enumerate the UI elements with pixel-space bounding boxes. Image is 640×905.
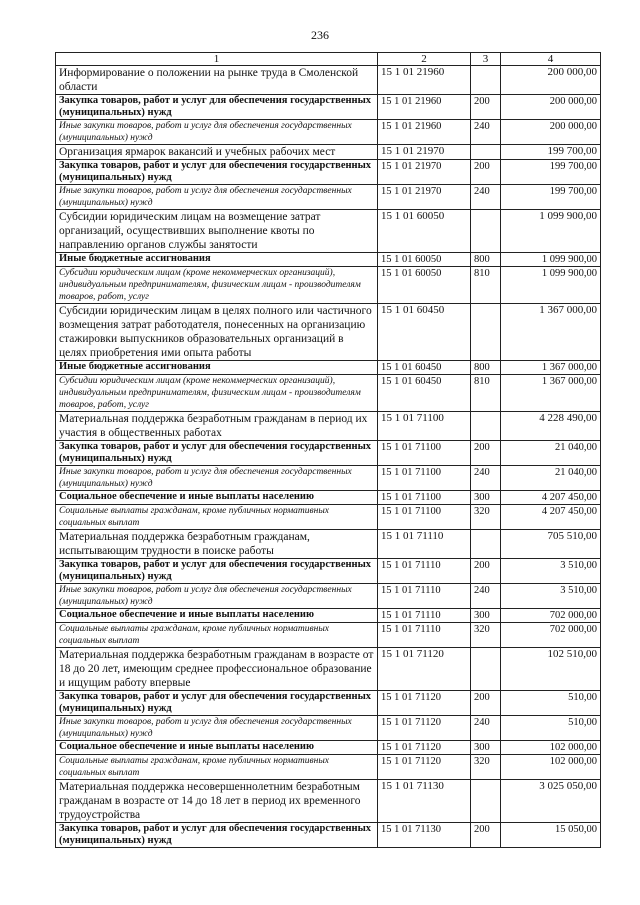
table-row (56, 145, 601, 160)
table-row (56, 253, 601, 267)
table-row (56, 210, 601, 253)
row-expense-type: 800 (471, 253, 501, 267)
table-row (56, 491, 601, 505)
table-header-row (56, 53, 601, 66)
row-target-code: 15 1 01 60450 (378, 361, 471, 375)
row-expense-type: 320 (471, 755, 501, 780)
table-row (56, 584, 601, 609)
row-expense-type: 200 (471, 559, 501, 584)
row-target-code: 15 1 01 71110 (378, 609, 471, 623)
row-amount: 1 099 900,00 (501, 210, 601, 253)
row-amount: 3 510,00 (501, 584, 601, 609)
row-expense-type (471, 304, 501, 361)
row-amount: 1 099 900,00 (501, 253, 601, 267)
row-expense-type: 240 (471, 466, 501, 491)
row-target-code: 15 1 01 21970 (378, 145, 471, 160)
row-name: Социальное обеспечение и иные выплаты населению (56, 741, 378, 755)
row-amount: 3 025 050,00 (501, 780, 601, 823)
row-amount: 4 207 450,00 (501, 491, 601, 505)
table-row (56, 66, 601, 95)
table-row (56, 95, 601, 120)
header-col-2: 2 (378, 53, 471, 66)
row-target-code: 15 1 01 60050 (378, 267, 471, 304)
row-target-code: 15 1 01 71100 (378, 412, 471, 441)
page-number: 236 (311, 28, 329, 42)
row-name: Иные закупки товаров, работ и услуг для обеспечения государственных (муниципальных) нужд (56, 185, 378, 210)
row-amount: 510,00 (501, 691, 601, 716)
table-row (56, 609, 601, 623)
row-target-code: 15 1 01 71120 (378, 691, 471, 716)
row-target-code: 15 1 01 71110 (378, 584, 471, 609)
row-target-code: 15 1 01 71120 (378, 755, 471, 780)
table-row (56, 160, 601, 185)
table-row (56, 375, 601, 412)
table-row (56, 741, 601, 755)
header-col-1: 1 (56, 53, 378, 66)
row-amount: 4 207 450,00 (501, 505, 601, 530)
row-target-code: 15 1 01 71120 (378, 716, 471, 741)
table-row (56, 120, 601, 145)
row-name: Субсидии юридическим лицам (кроме некоммерческих организаций), индивидуальным предпринимателям, физическим лицам - производителям товаров, работ, услуг (56, 375, 378, 412)
row-amount: 199 700,00 (501, 160, 601, 185)
row-expense-type: 240 (471, 716, 501, 741)
row-expense-type: 320 (471, 505, 501, 530)
row-name: Иные закупки товаров, работ и услуг для обеспечения государственных (муниципальных) нужд (56, 716, 378, 741)
row-expense-type (471, 648, 501, 691)
row-target-code: 15 1 01 71120 (378, 648, 471, 691)
row-expense-type: 200 (471, 691, 501, 716)
row-amount: 702 000,00 (501, 623, 601, 648)
row-expense-type: 200 (471, 95, 501, 120)
table-row (56, 823, 601, 848)
row-amount: 702 000,00 (501, 609, 601, 623)
row-target-code: 15 1 01 71130 (378, 823, 471, 848)
row-name: Иные закупки товаров, работ и услуг для обеспечения государственных (муниципальных) нужд (56, 584, 378, 609)
row-target-code: 15 1 01 21970 (378, 185, 471, 210)
row-amount: 199 700,00 (501, 145, 601, 160)
row-expense-type: 810 (471, 375, 501, 412)
budget-table (55, 52, 601, 848)
row-expense-type: 240 (471, 185, 501, 210)
table-row (56, 185, 601, 210)
table-row (56, 755, 601, 780)
row-expense-type (471, 780, 501, 823)
row-name: Социальное обеспечение и иные выплаты населению (56, 491, 378, 505)
row-target-code: 15 1 01 21960 (378, 95, 471, 120)
row-amount: 21 040,00 (501, 441, 601, 466)
table-row (56, 466, 601, 491)
row-expense-type: 200 (471, 441, 501, 466)
header-col-3: 3 (471, 53, 501, 66)
row-expense-type (471, 210, 501, 253)
table-row (56, 412, 601, 441)
row-amount: 102 000,00 (501, 755, 601, 780)
row-expense-type (471, 145, 501, 160)
row-name: Закупка товаров, работ и услуг для обеспечения государственных (муниципальных) нужд (56, 441, 378, 466)
row-name: Закупка товаров, работ и услуг для обеспечения государственных (муниципальных) нужд (56, 823, 378, 848)
row-expense-type: 240 (471, 120, 501, 145)
table-row (56, 691, 601, 716)
table-row (56, 530, 601, 559)
table-row (56, 716, 601, 741)
row-target-code: 15 1 01 60050 (378, 253, 471, 267)
row-amount: 102 510,00 (501, 648, 601, 691)
table-row (56, 304, 601, 361)
row-amount: 4 228 490,00 (501, 412, 601, 441)
row-target-code: 15 1 01 71120 (378, 741, 471, 755)
row-name: Материальная поддержка безработным гражданам в возрасте от 18 до 20 лет, имеющим среднее профессиональное образование и ищущим работу впервые (56, 648, 378, 691)
table-row (56, 559, 601, 584)
row-target-code: 15 1 01 21970 (378, 160, 471, 185)
row-expense-type: 200 (471, 823, 501, 848)
table-row (56, 361, 601, 375)
row-target-code: 15 1 01 71100 (378, 491, 471, 505)
row-amount: 200 000,00 (501, 120, 601, 145)
row-amount: 199 700,00 (501, 185, 601, 210)
row-expense-type (471, 66, 501, 95)
row-target-code: 15 1 01 21960 (378, 120, 471, 145)
row-name: Иные закупки товаров, работ и услуг для обеспечения государственных (муниципальных) нужд (56, 466, 378, 491)
row-expense-type (471, 412, 501, 441)
row-expense-type: 300 (471, 609, 501, 623)
row-expense-type: 240 (471, 584, 501, 609)
row-expense-type: 800 (471, 361, 501, 375)
row-expense-type: 300 (471, 741, 501, 755)
row-name: Социальное обеспечение и иные выплаты населению (56, 609, 378, 623)
row-target-code: 15 1 01 71130 (378, 780, 471, 823)
row-name: Закупка товаров, работ и услуг для обеспечения государственных (муниципальных) нужд (56, 691, 378, 716)
row-name: Закупка товаров, работ и услуг для обеспечения государственных (муниципальных) нужд (56, 95, 378, 120)
row-name: Материальная поддержка безработным гражданам, испытывающим трудности в поиске работы (56, 530, 378, 559)
row-name: Социальные выплаты гражданам, кроме публичных нормативных социальных выплат (56, 755, 378, 780)
row-target-code: 15 1 01 21960 (378, 66, 471, 95)
row-target-code: 15 1 01 71110 (378, 559, 471, 584)
table-row (56, 267, 601, 304)
row-amount: 705 510,00 (501, 530, 601, 559)
row-name: Организация ярмарок вакансий и учебных рабочих мест (56, 145, 378, 160)
row-amount: 510,00 (501, 716, 601, 741)
row-name: Субсидии юридическим лицам на возмещение затрат организаций, осуществивших выполнение квоты по направлению органов службы занятости (56, 210, 378, 253)
table-body (56, 66, 601, 848)
row-amount: 3 510,00 (501, 559, 601, 584)
row-amount: 21 040,00 (501, 466, 601, 491)
row-name: Социальные выплаты гражданам, кроме публичных нормативных социальных выплат (56, 505, 378, 530)
table-row (56, 441, 601, 466)
row-name: Закупка товаров, работ и услуг для обеспечения государственных (муниципальных) нужд (56, 559, 378, 584)
row-target-code: 15 1 01 71110 (378, 530, 471, 559)
row-amount: 102 000,00 (501, 741, 601, 755)
row-expense-type: 200 (471, 160, 501, 185)
row-name: Материальная поддержка несовершеннолетним безработным гражданам в возрасте от 14 до 18 лет в период их временного трудоустройства (56, 780, 378, 823)
row-expense-type: 320 (471, 623, 501, 648)
table-row (56, 623, 601, 648)
row-name: Субсидии юридическим лицам (кроме некоммерческих организаций), индивидуальным предпринимателям, физическим лицам - производителям товаров, работ, услуг (56, 267, 378, 304)
row-target-code: 15 1 01 71110 (378, 623, 471, 648)
row-expense-type: 300 (471, 491, 501, 505)
row-name: Закупка товаров, работ и услуг для обеспечения государственных (муниципальных) нужд (56, 160, 378, 185)
row-target-code: 15 1 01 60050 (378, 210, 471, 253)
row-amount: 200 000,00 (501, 95, 601, 120)
row-target-code: 15 1 01 71100 (378, 505, 471, 530)
row-amount: 1 367 000,00 (501, 304, 601, 361)
row-target-code: 15 1 01 71100 (378, 441, 471, 466)
row-name: Информирование о положении на рынке труда в Смоленской области (56, 66, 378, 95)
row-amount: 1 099 900,00 (501, 267, 601, 304)
row-name: Социальные выплаты гражданам, кроме публичных нормативных социальных выплат (56, 623, 378, 648)
row-name: Субсидии юридическим лицам в целях полного или частичного возмещения затрат работодателя, понесенных на организацию стажировки выпускников образовательных организаций в целях приобретения ими опыта работы (56, 304, 378, 361)
row-amount: 1 367 000,00 (501, 375, 601, 412)
row-target-code: 15 1 01 71100 (378, 466, 471, 491)
header-col-4: 4 (501, 53, 601, 66)
row-name: Иные бюджетные ассигнования (56, 253, 378, 267)
row-amount: 15 050,00 (501, 823, 601, 848)
row-amount: 1 367 000,00 (501, 361, 601, 375)
row-amount: 200 000,00 (501, 66, 601, 95)
table-row (56, 648, 601, 691)
row-expense-type (471, 530, 501, 559)
row-expense-type: 810 (471, 267, 501, 304)
table-row (56, 505, 601, 530)
row-target-code: 15 1 01 60450 (378, 304, 471, 361)
row-name: Иные бюджетные ассигнования (56, 361, 378, 375)
row-target-code: 15 1 01 60450 (378, 375, 471, 412)
table-row (56, 780, 601, 823)
row-name: Материальная поддержка безработным гражданам в период их участия в общественных работах (56, 412, 378, 441)
row-name: Иные закупки товаров, работ и услуг для обеспечения государственных (муниципальных) нужд (56, 120, 378, 145)
